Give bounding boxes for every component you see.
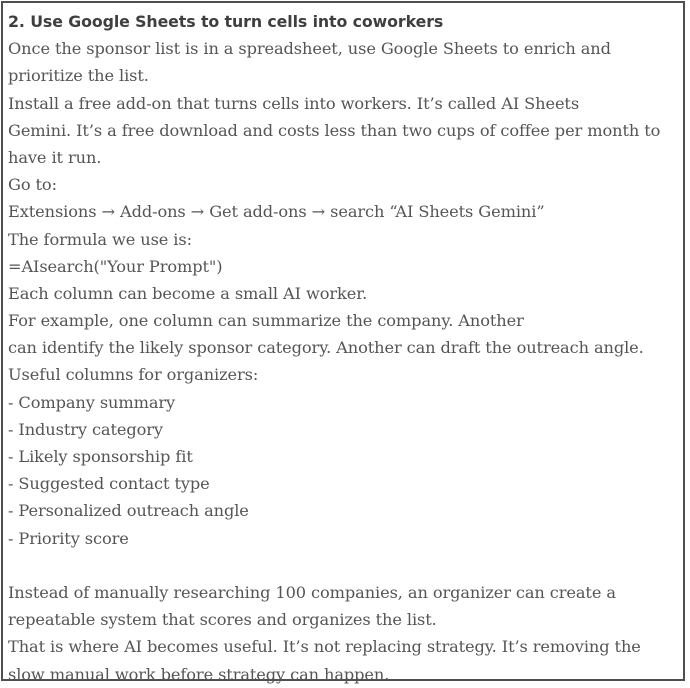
paragraph-line: prioritize the list. [8,66,149,86]
paragraph-line: have it run. [8,147,102,167]
list-item: - Company summary [8,392,176,412]
list-item: - Priority score [8,528,129,548]
paragraph-line: For example, one column can summarize the company. Another [8,311,524,331]
formula-line: =AIsearch("Your Prompt") [8,256,223,276]
paragraph-line: Go to: [8,175,57,195]
paragraph-line: Once the sponsor list is in a spreadsheet, use Google Sheets to enrich and [8,39,611,59]
paragraph-line: The formula we use is: [8,229,192,249]
paragraph-line: Install a free add-on that turns cells into workers. It’s called AI Sheets [8,93,580,113]
paragraph-line: repeatable system that scores and organizes the list. [8,610,437,630]
paragraph-line: slow manual work before strategy can happen. [8,664,390,684]
list-item: - Industry category [8,419,163,439]
paragraph-gap [8,552,688,579]
list-item: - Likely sponsorship fit [8,447,193,466]
article-frame [1,1,685,684]
article-body [8,8,688,688]
section-heading: 2. Use Google Sheets to turn cells into coworkers [8,12,444,31]
paragraph-line: Instead of manually researching 100 companies, an organizer can create a [8,582,616,602]
menu-path-line: Extensions → Add-ons → Get add-ons → search “AI Sheets Gemini” [8,202,545,222]
list-item: - Suggested contact type [8,474,210,494]
paragraph-line: Useful columns for organizers: [8,365,259,385]
paragraph-line: That is where AI becomes useful. It’s not replacing strategy. It’s removing the [8,637,641,657]
paragraph-line: Gemini. It’s a free download and costs less than two cups of coffee per month to [8,120,661,140]
paragraph-line: Each column can become a small AI worker. [8,283,368,303]
list-item: - Personalized outreach angle [8,501,249,521]
paragraph-line: can identify the likely sponsor category. Another can draft the outreach angle. [8,338,644,358]
